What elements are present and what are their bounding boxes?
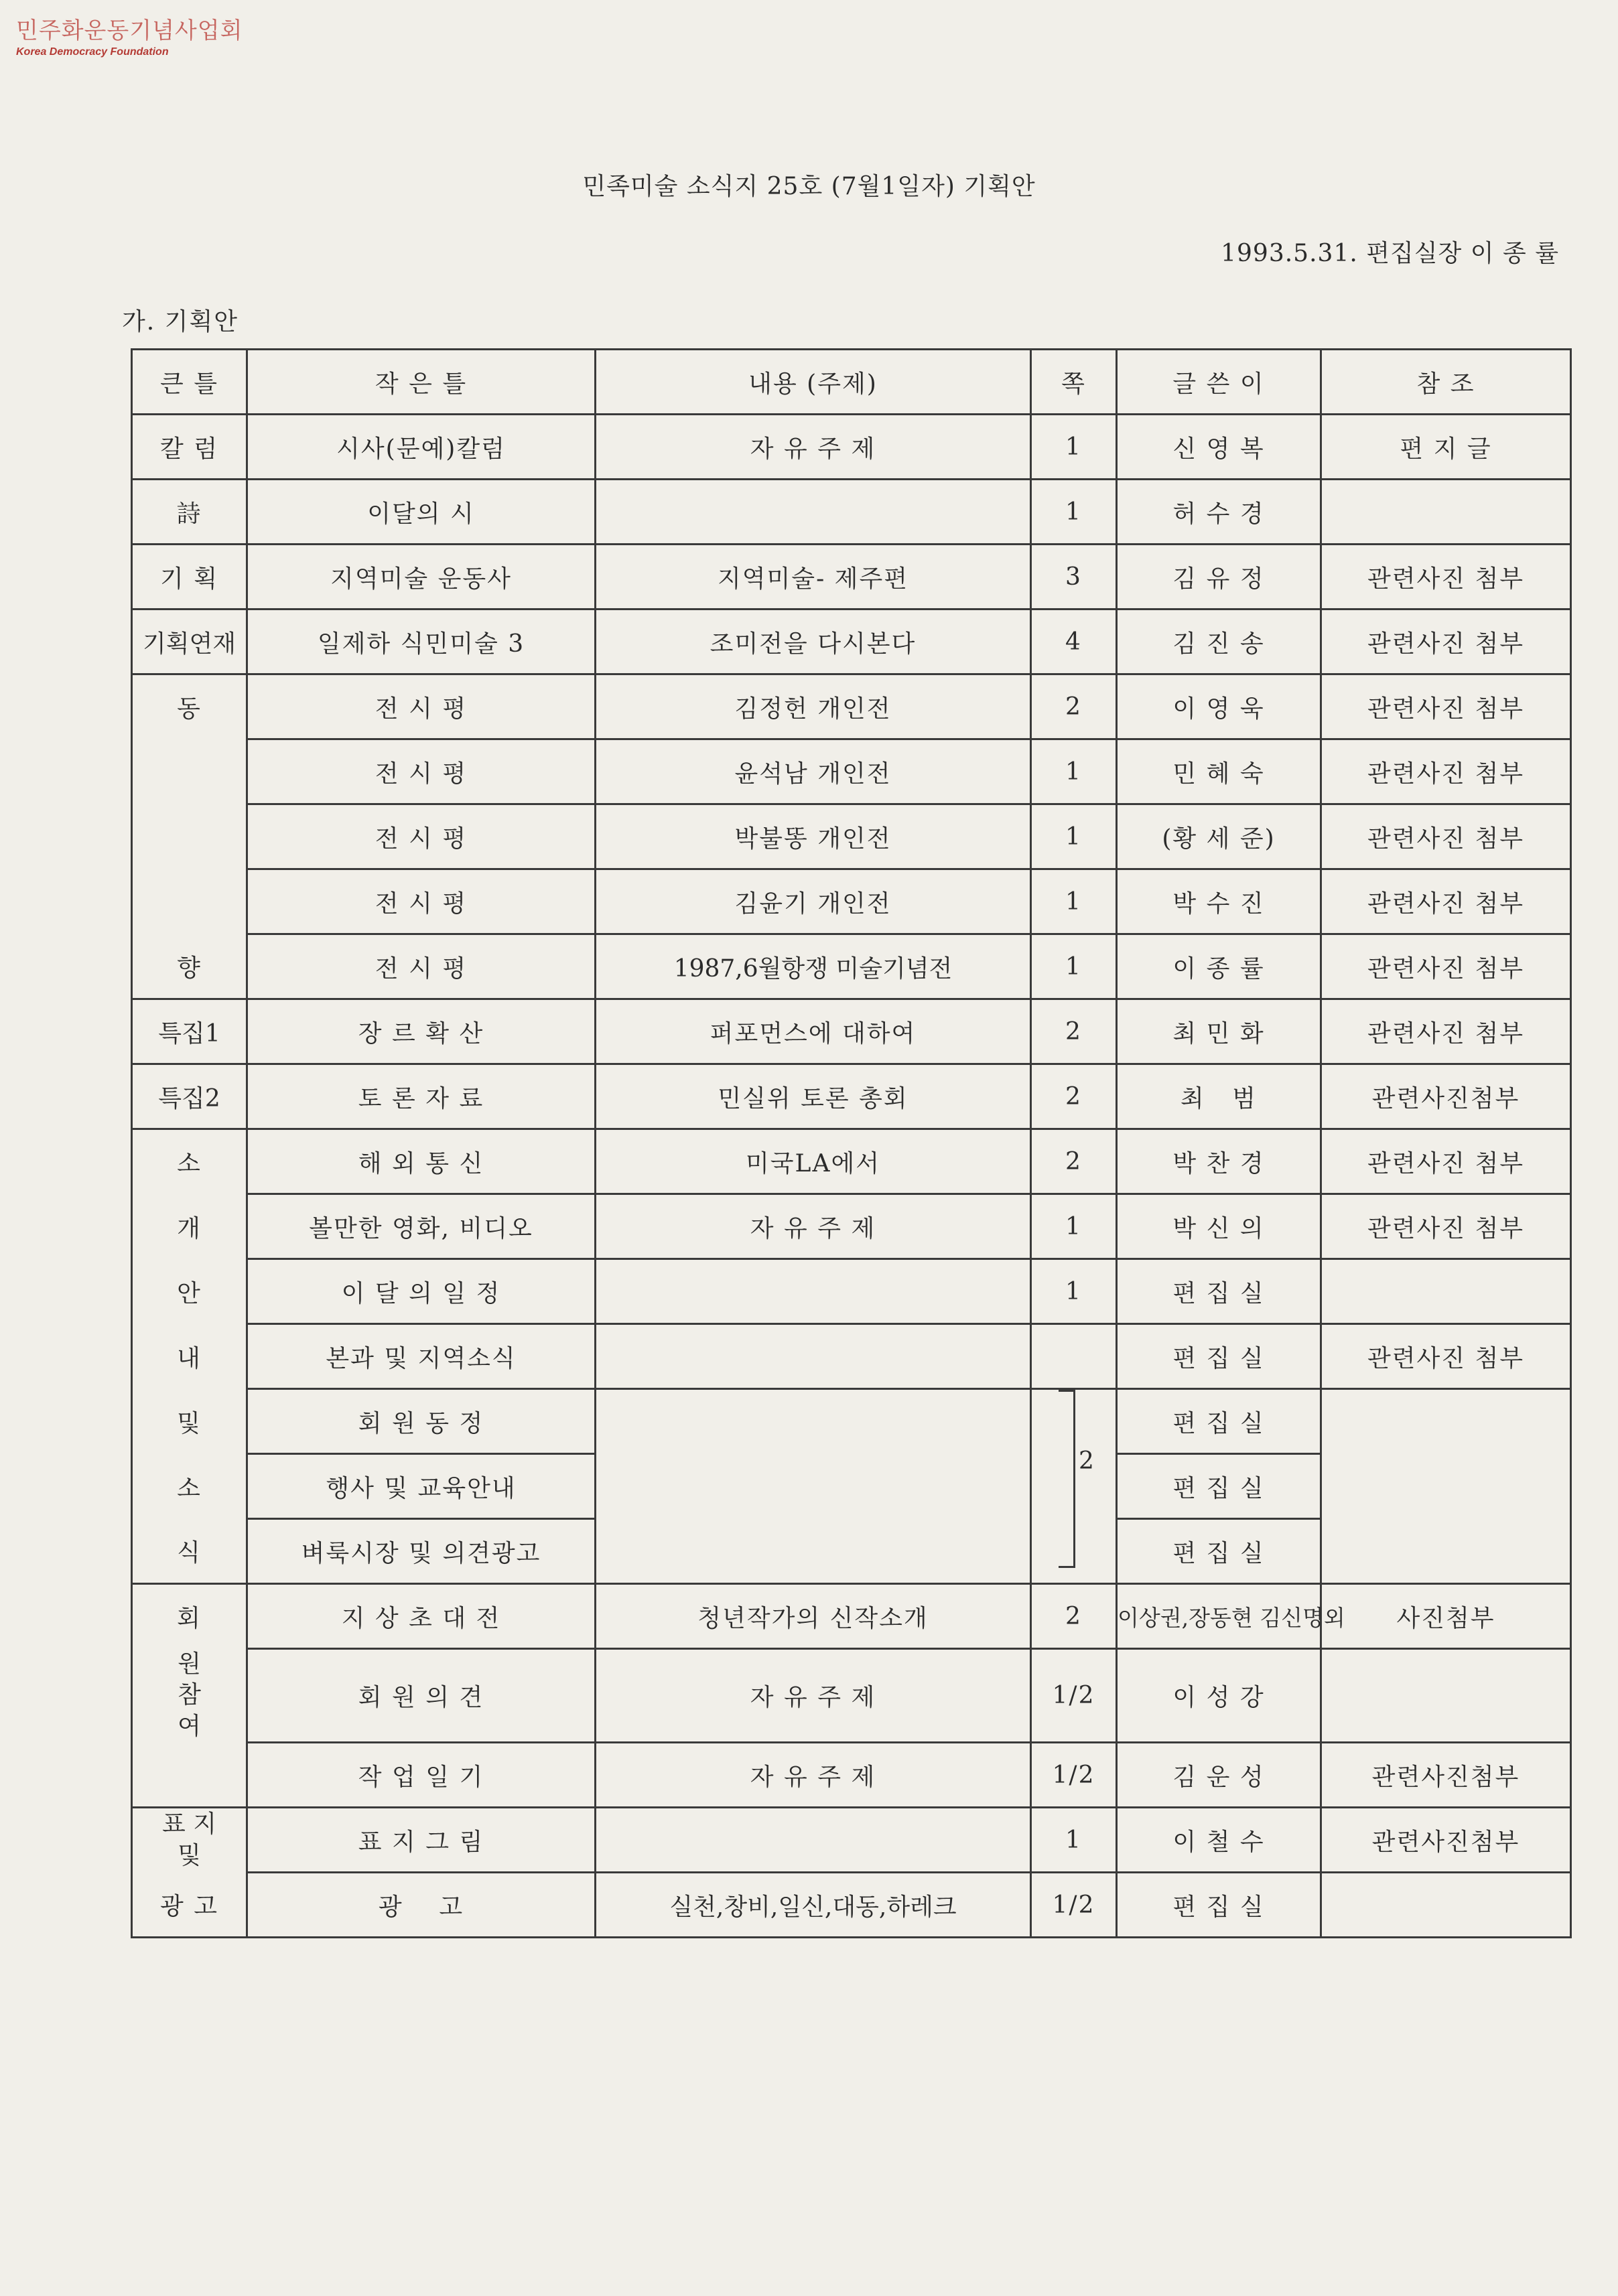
cell-subcategory: 지 상 초 대 전	[247, 1584, 596, 1649]
cell-category: 내	[132, 1324, 247, 1389]
document-title: 민족미술 소식지 25호 (7월1일자) 기획안	[582, 173, 1036, 200]
table-header-row	[132, 350, 1571, 415]
cell-content: 김윤기 개인전	[596, 869, 1031, 934]
cell-pages: 1/2	[1031, 1649, 1117, 1743]
cell-content: 윤석남 개인전	[596, 739, 1031, 804]
cell-content: 조미전을 다시본다	[596, 609, 1031, 674]
cell-writer: 편 집 실	[1117, 1454, 1321, 1519]
cell-writer: 최 범	[1117, 1064, 1321, 1129]
cell-category	[132, 804, 247, 869]
cell-writer: 신 영 복	[1117, 415, 1321, 480]
cell-writer: 허 수 경	[1117, 480, 1321, 545]
cell-note	[1321, 1649, 1571, 1743]
cell-writer: 이 철 수	[1117, 1808, 1321, 1873]
cell-note: 관련사진 첨부	[1321, 869, 1571, 934]
cell-writer: 이 영 욱	[1117, 674, 1321, 739]
table-row	[132, 1389, 1571, 1454]
header-category: 큰 틀	[132, 350, 247, 415]
cell-content: 자 유 주 제	[596, 415, 1031, 480]
cell-category: 개	[132, 1194, 247, 1259]
cell-pages: 1	[1031, 739, 1117, 804]
cell-content	[596, 480, 1031, 545]
cell-category: 향	[132, 934, 247, 999]
cell-writer: 편 집 실	[1117, 1389, 1321, 1454]
cell-pages: 1/2	[1031, 1743, 1117, 1808]
cell-content	[596, 1259, 1031, 1324]
cell-content: 퍼포먼스에 대하여	[596, 999, 1031, 1064]
cell-subcategory: 일제하 식민미술 3	[247, 609, 596, 674]
cell-content	[596, 1324, 1031, 1389]
watermark-logo	[16, 12, 243, 58]
table-row	[132, 1454, 1571, 1519]
cell-note: 편 지 글	[1321, 415, 1571, 480]
cell-subcategory: 회 원 동 정	[247, 1389, 596, 1454]
cell-category: 특집2	[132, 1064, 247, 1129]
cell-note: 관련사진첨부	[1321, 1808, 1571, 1873]
cell-subcategory: 지역미술 운동사	[247, 545, 596, 609]
cell-category: 회	[132, 1584, 247, 1649]
cell-writer: 박 수 진	[1117, 869, 1321, 934]
table-row	[132, 415, 1571, 480]
cell-content: 미국LA에서	[596, 1129, 1031, 1194]
table-row	[132, 804, 1571, 869]
cell-pages: 1	[1031, 1194, 1117, 1259]
cell-content: 청년작가의 신작소개	[596, 1584, 1031, 1649]
cell-note: 관련사진 첨부	[1321, 804, 1571, 869]
cell-writer: 김 유 정	[1117, 545, 1321, 609]
cell-note: 관련사진 첨부	[1321, 1194, 1571, 1259]
table-row	[132, 1743, 1571, 1808]
table-row	[132, 934, 1571, 999]
cell-writer: 김 진 송	[1117, 609, 1321, 674]
cell-pages: 1	[1031, 869, 1117, 934]
cell-content: 1987,6월항쟁 미술기념전	[596, 934, 1031, 999]
header-pages: 쪽	[1031, 350, 1117, 415]
cell-subcategory: 해 외 통 신	[247, 1129, 596, 1194]
bracket-mark	[1059, 1390, 1075, 1568]
table-row	[132, 1259, 1571, 1324]
cell-writer: 편 집 실	[1117, 1324, 1321, 1389]
cell-subcategory: 행사 및 교육안내	[247, 1454, 596, 1519]
cell-category: 기획연재	[132, 609, 247, 674]
member-participation-label: 원 참 여	[178, 1650, 201, 1741]
cell-pages: 1	[1031, 804, 1117, 869]
watermark-org-english: Korea Democracy Foundation	[16, 46, 169, 58]
cell-content: 자 유 주 제	[596, 1649, 1031, 1743]
section-heading: 가. 기획안	[122, 308, 239, 336]
cell-note	[1321, 1259, 1571, 1324]
cell-writer: 이상권,장동현 김신명외	[1117, 1584, 1321, 1649]
cell-subcategory: 광 고	[247, 1873, 596, 1938]
cell-pages: 3	[1031, 545, 1117, 609]
cell-content	[596, 1454, 1031, 1519]
cell-category: 동	[132, 674, 247, 739]
cell-pages: 1	[1031, 934, 1117, 999]
cell-pages-bracket	[1031, 1389, 1117, 1584]
cell-pages: 2	[1031, 674, 1117, 739]
cell-category: 안	[132, 1259, 247, 1324]
table-row	[132, 1064, 1571, 1129]
watermark-org-korean: 민주화운동기념사업회	[16, 17, 243, 44]
cell-category: 특집1	[132, 999, 247, 1064]
cover-ads-joiner: 및	[178, 1842, 201, 1870]
cell-writer: 김 운 성	[1117, 1743, 1321, 1808]
cell-writer: 이 성 강	[1117, 1649, 1321, 1743]
cell-subcategory: 시사(문예)칼럼	[247, 415, 596, 480]
cell-category: 및	[132, 1389, 247, 1454]
cell-category	[132, 1743, 247, 1808]
cell-note	[1321, 1389, 1571, 1454]
cell-note: 관련사진 첨부	[1321, 739, 1571, 804]
table-row	[132, 739, 1571, 804]
cell-pages: 1	[1031, 1259, 1117, 1324]
cell-pages: 2	[1031, 999, 1117, 1064]
cell-subcategory: 이 달 의 일 정	[247, 1259, 596, 1324]
cell-writer: 편 집 실	[1117, 1873, 1321, 1938]
table-row	[132, 1194, 1571, 1259]
table-row	[132, 1584, 1571, 1649]
cell-subcategory: 본과 및 지역소식	[247, 1324, 596, 1389]
cell-category	[132, 739, 247, 804]
cell-subcategory: 벼룩시장 및 의견광고	[247, 1519, 596, 1584]
cell-pages: 1	[1031, 1808, 1117, 1873]
cell-category	[132, 1649, 247, 1743]
document-date-author: 1993.5.31. 편집실장 이 종 률	[1221, 240, 1559, 267]
cell-pages: 4	[1031, 609, 1117, 674]
cell-note: 관련사진 첨부	[1321, 545, 1571, 609]
cell-writer: 민 혜 숙	[1117, 739, 1321, 804]
cover-category-label	[162, 1810, 216, 1869]
table-row	[132, 1808, 1571, 1873]
cell-subcategory: 회 원 의 견	[247, 1649, 596, 1743]
cell-category: 소	[132, 1454, 247, 1519]
cell-subcategory: 볼만한 영화, 비디오	[247, 1194, 596, 1259]
cell-pages	[1031, 1324, 1117, 1389]
cell-writer: 편 집 실	[1117, 1519, 1321, 1584]
cell-note: 관련사진 첨부	[1321, 1324, 1571, 1389]
table-row	[132, 1649, 1571, 1743]
cell-writer: 박 신 의	[1117, 1194, 1321, 1259]
cell-writer: 박 찬 경	[1117, 1129, 1321, 1194]
table-row	[132, 674, 1571, 739]
cell-subcategory: 전 시 평	[247, 739, 596, 804]
cell-category: 식	[132, 1519, 247, 1584]
cell-pages: 1	[1031, 480, 1117, 545]
cell-note: 관련사진 첨부	[1321, 934, 1571, 999]
cell-category: 기 획	[132, 545, 247, 609]
bracket-pages-number: 2	[1079, 1447, 1095, 1475]
cell-category: 칼 럼	[132, 415, 247, 480]
cell-pages: 2	[1031, 1064, 1117, 1129]
cell-content: 자 유 주 제	[596, 1743, 1031, 1808]
cell-pages: 1/2	[1031, 1873, 1117, 1938]
cell-note: 사진첨부	[1321, 1584, 1571, 1649]
cell-subcategory: 이달의 시	[247, 480, 596, 545]
cell-subcategory: 전 시 평	[247, 869, 596, 934]
cell-note: 관련사진 첨부	[1321, 609, 1571, 674]
cell-subcategory: 토 론 자 료	[247, 1064, 596, 1129]
cell-subcategory: 작 업 일 기	[247, 1743, 596, 1808]
table-row	[132, 1324, 1571, 1389]
header-note: 참 조	[1321, 350, 1571, 415]
cell-category: 광 고	[132, 1873, 247, 1938]
table-row	[132, 1129, 1571, 1194]
cell-writer: (황 세 준)	[1117, 804, 1321, 869]
table-row	[132, 1519, 1571, 1584]
cell-content: 박불똥 개인전	[596, 804, 1031, 869]
header-content: 내용 (주제)	[596, 350, 1031, 415]
cell-writer: 편 집 실	[1117, 1259, 1321, 1324]
table-row	[132, 609, 1571, 674]
cell-content: 민실위 토론 총회	[596, 1064, 1031, 1129]
cell-subcategory: 전 시 평	[247, 934, 596, 999]
cell-writer: 이 종 률	[1117, 934, 1321, 999]
cell-pages: 2	[1031, 1129, 1117, 1194]
cell-category	[132, 869, 247, 934]
table-row	[132, 999, 1571, 1064]
cell-note: 관련사진 첨부	[1321, 1129, 1571, 1194]
cell-subcategory: 표 지 그 림	[247, 1808, 596, 1873]
table-row	[132, 1873, 1571, 1938]
cell-note	[1321, 1454, 1571, 1519]
cell-category: 詩	[132, 480, 247, 545]
cell-content: 실천,창비,일신,대동,하레크	[596, 1873, 1031, 1938]
cell-content	[596, 1808, 1031, 1873]
cell-note	[1321, 1873, 1571, 1938]
cell-category	[132, 1808, 247, 1873]
cell-content: 김정헌 개인전	[596, 674, 1031, 739]
cell-category: 소	[132, 1129, 247, 1194]
header-writer: 글 쓴 이	[1117, 350, 1321, 415]
cell-content: 자 유 주 제	[596, 1194, 1031, 1259]
cell-subcategory: 전 시 평	[247, 674, 596, 739]
cell-subcategory: 전 시 평	[247, 804, 596, 869]
table-row	[132, 480, 1571, 545]
cell-pages: 1	[1031, 415, 1117, 480]
cell-pages: 2	[1031, 1584, 1117, 1649]
cell-note: 관련사진 첨부	[1321, 999, 1571, 1064]
cell-content	[596, 1389, 1031, 1454]
cell-note: 관련사진첨부	[1321, 1064, 1571, 1129]
cell-note	[1321, 1519, 1571, 1584]
cell-note: 관련사진 첨부	[1321, 674, 1571, 739]
cell-subcategory: 장 르 확 산	[247, 999, 596, 1064]
cell-note	[1321, 480, 1571, 545]
cell-note: 관련사진첨부	[1321, 1743, 1571, 1808]
table-row	[132, 869, 1571, 934]
cell-content	[596, 1519, 1031, 1584]
header-subcategory: 작 은 틀	[247, 350, 596, 415]
cell-writer: 최 민 화	[1117, 999, 1321, 1064]
plan-table	[131, 348, 1572, 1938]
table-row	[132, 545, 1571, 609]
cell-content: 지역미술- 제주편	[596, 545, 1031, 609]
cover-category-text: 표 지	[162, 1810, 216, 1839]
